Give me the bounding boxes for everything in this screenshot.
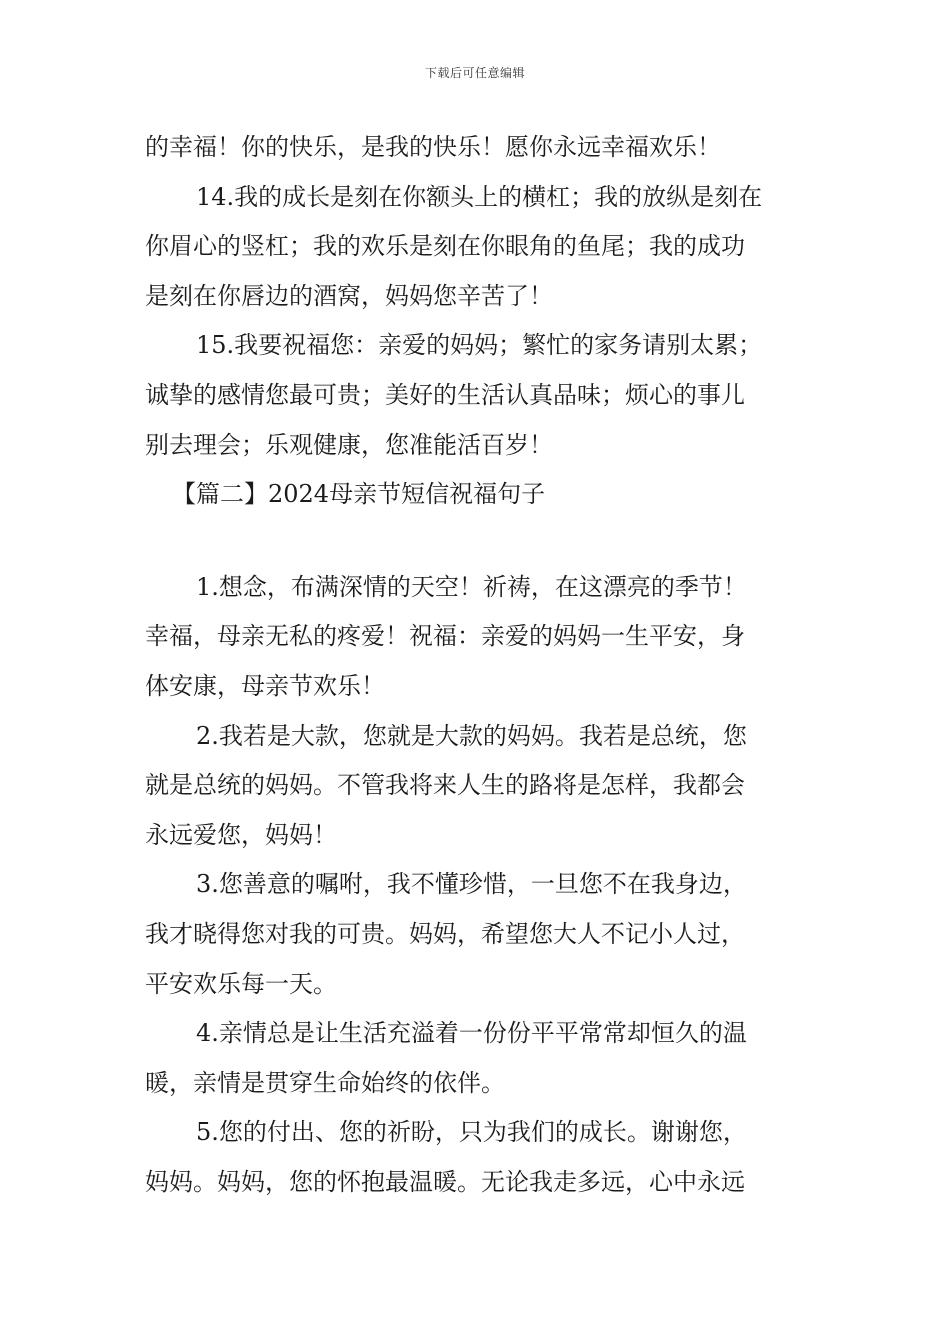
paragraph-14 <box>145 173 810 322</box>
text-line: 永远爱您，妈妈！ <box>145 820 337 849</box>
paragraph-4 <box>145 1009 810 1108</box>
paragraph-15 <box>145 321 810 470</box>
text-line: 5.您的付出、您的祈盼，只为我们的成长。谢谢您， <box>196 1118 747 1147</box>
text-line: 平安欢乐每一天。 <box>145 969 337 998</box>
section-title: 【篇二】2024母亲节短信祝福句子 <box>172 480 546 509</box>
text-line: 15.我要祝福您：亲爱的妈妈；繁忙的家务请别太累； <box>196 331 763 360</box>
paragraph-3 <box>145 860 810 1009</box>
text-line: 我才晓得您对我的可贵。妈妈，希望您大人不记小人过， <box>145 919 745 948</box>
text-line: 1.想念，布满深情的天空！祈祷，在这漂亮的季节！ <box>196 572 747 601</box>
text-line: 妈妈。妈妈，您的怀抱最温暖。无论我走多远，心中永远 <box>145 1167 745 1196</box>
paragraph-1 <box>145 563 810 712</box>
text-line: 诚挚的感情您最可贵；美好的生活认真品味；烦心的事儿 <box>145 380 745 409</box>
text-line: 14.我的成长是刻在你额头上的横杠；我的放纵是刻在 <box>196 182 763 211</box>
text-line: 暖，亲情是贯穿生命始终的依伴。 <box>145 1068 505 1097</box>
text-line: 是刻在你唇边的酒窝，妈妈您辛苦了！ <box>145 281 553 310</box>
text-line: 2.我若是大款，您就是大款的妈妈。我若是总统，您 <box>196 721 747 750</box>
text-line: 3.您善意的嘱咐，我不懂珍惜，一旦您不在我身边， <box>196 870 747 899</box>
text-line: 幸福，母亲无私的疼爱！祝福：亲爱的妈妈一生平安，身 <box>145 622 745 651</box>
paragraph-2 <box>145 712 810 861</box>
paragraph-5 <box>145 1108 810 1207</box>
section-spacer <box>145 520 810 563</box>
paragraph-13-continuation <box>145 123 810 173</box>
text-line: 就是总统的妈妈。不管我将来人生的路将是怎样，我都会 <box>145 771 745 800</box>
section-heading <box>145 470 810 520</box>
text-line: 的幸福！你的快乐，是我的快乐！愿你永远幸福欢乐！ <box>145 133 721 161</box>
page-header-note: 下载后可任意编辑 <box>424 66 525 80</box>
text-line: 你眉心的竖杠；我的欢乐是刻在你眼角的鱼尾；我的成功 <box>145 232 745 261</box>
text-line: 体安康，母亲节欢乐！ <box>145 671 385 700</box>
text-line: 4.亲情总是让生活充溢着一份份平平常常却恒久的温 <box>196 1019 747 1048</box>
text-line: 别去理会；乐观健康，您准能活百岁！ <box>145 430 553 459</box>
document-body <box>145 123 810 1207</box>
